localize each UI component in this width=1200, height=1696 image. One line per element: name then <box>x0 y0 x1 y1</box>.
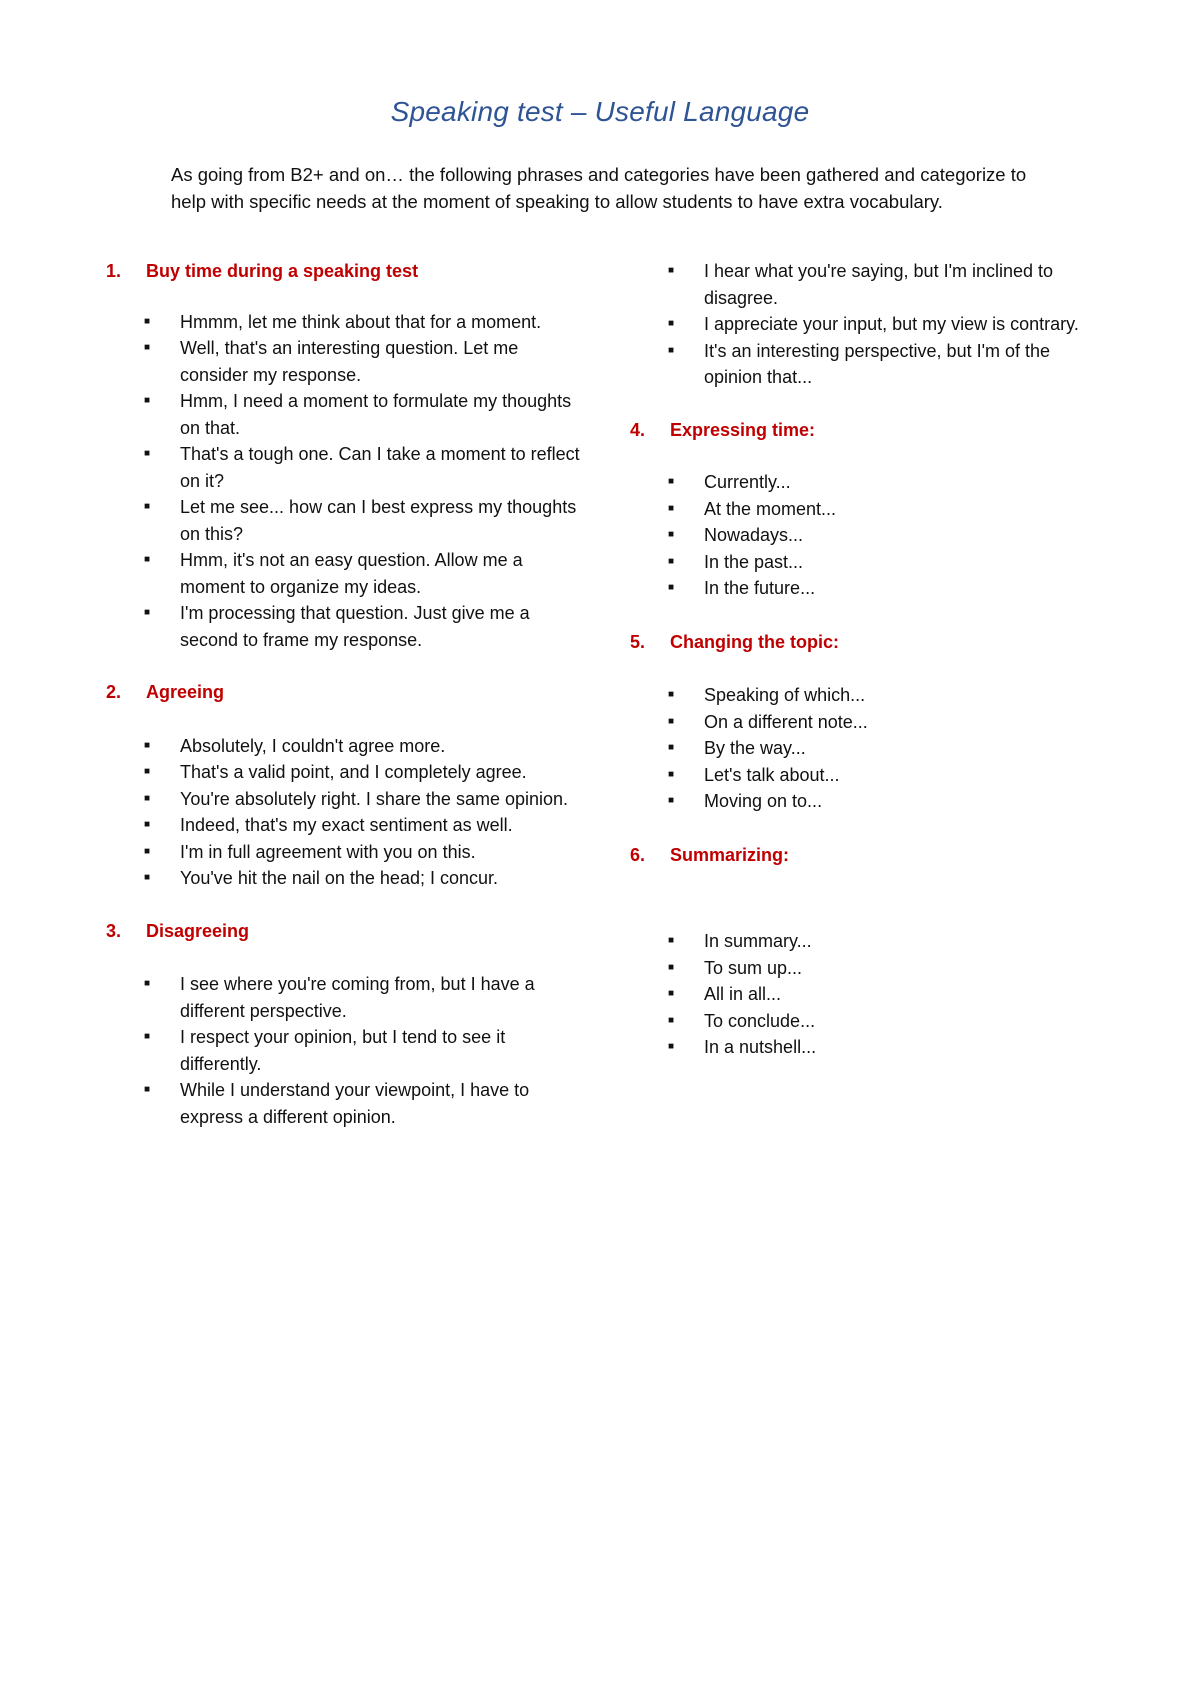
section-number: 2. <box>106 682 122 702</box>
list-item: ■ At the moment... <box>628 496 1104 523</box>
list-item: ■ Let's talk about... <box>628 762 1104 789</box>
list-item: ■ It's an interesting perspective, but I'm of the opinion that... <box>628 338 1104 391</box>
square-bullet-icon: ■ <box>668 795 675 806</box>
section-title: Expressing time: <box>670 419 816 440</box>
square-bullet-icon: ■ <box>668 715 675 727</box>
square-bullet-icon: ■ <box>668 344 675 356</box>
section-heading <box>104 258 604 285</box>
square-bullet-icon: ■ <box>668 1014 675 1026</box>
square-bullet-icon: ■ <box>668 555 675 567</box>
section-number: 3. <box>106 920 122 941</box>
square-bullet-icon: ■ <box>668 582 675 593</box>
square-bullet-icon: ■ <box>144 845 151 857</box>
document-title: Speaking test – Useful Language <box>390 96 810 127</box>
list-item: ■ In a nutshell... <box>628 1034 1104 1061</box>
section-heading <box>628 842 1098 869</box>
list-item: ■ While I understand your viewpoint, I have to express a different opinion. <box>104 1077 590 1130</box>
list-item: ■ In summary... <box>628 928 1104 955</box>
list-item: ■ I hear what you're saying, but I'm inclined to disagree. <box>628 258 1104 311</box>
left-column <box>104 258 604 1130</box>
right-column <box>628 258 1098 1061</box>
list-item: ■ I appreciate your input, but my view is contrary. <box>628 311 1104 338</box>
list-item: ■ Let me see... how can I best express my thoughts on this? <box>104 494 590 547</box>
list-item: ■ Well, that's an interesting question. Let me consider my response. <box>104 335 590 388</box>
list-item: ■ To conclude... <box>628 1008 1104 1035</box>
square-bullet-icon: ■ <box>144 819 151 830</box>
list-item: ■ Speaking of which... <box>628 682 1104 709</box>
square-bullet-icon: ■ <box>668 988 675 999</box>
square-bullet-icon: ■ <box>668 742 675 753</box>
square-bullet-icon: ■ <box>668 961 675 973</box>
square-bullet-icon: ■ <box>144 1084 151 1095</box>
section-number: 4. <box>630 419 646 440</box>
square-bullet-icon: ■ <box>668 476 675 487</box>
list-item: ■ In the past... <box>628 549 1104 576</box>
section-heading <box>104 918 604 945</box>
list-item: ■ Hmmm, let me think about that for a moment. <box>104 309 590 336</box>
square-bullet-icon: ■ <box>668 318 675 329</box>
list-item: ■ All in all... <box>628 981 1104 1008</box>
list-item: ■ On a different note... <box>628 709 1104 736</box>
phrase-list <box>104 733 604 892</box>
list-item: ■ Hmm, I need a moment to formulate my thoughts on that. <box>104 388 590 441</box>
square-bullet-icon: ■ <box>668 265 675 276</box>
section-title: Summarizing: <box>670 844 790 865</box>
section-title: Disagreeing <box>146 920 250 941</box>
list-item: ■ Moving on to... <box>628 788 1104 815</box>
list-item: ■ You've hit the nail on the head; I concur. <box>104 865 590 892</box>
phrase-list <box>104 309 604 654</box>
list-item: ■ That's a tough one. Can I take a moment to reflect on it? <box>104 441 590 494</box>
list-item: ■ In the future... <box>628 575 1104 602</box>
phrase-list-continued <box>628 258 1098 391</box>
section-buy-time <box>104 258 604 653</box>
intro-paragraph: As going from B2+ and on… the following phrases and categories have been gathered and categorize to help with specific needs at the moment of speaking to allow students to have extra vocabulary. <box>171 164 1027 212</box>
list-item: ■ I'm in full agreement with you on this. <box>104 839 590 866</box>
square-bullet-icon: ■ <box>668 935 675 946</box>
square-bullet-icon: ■ <box>144 501 151 512</box>
section-heading <box>104 679 604 706</box>
section-heading <box>628 417 1098 444</box>
phrase-list <box>628 469 1098 602</box>
square-bullet-icon: ■ <box>668 689 675 700</box>
section-expressing-time <box>628 417 1098 602</box>
section-number: 6. <box>630 844 646 865</box>
phrase-list <box>104 971 604 1130</box>
square-bullet-icon: ■ <box>144 315 151 327</box>
list-item: ■ I respect your opinion, but I tend to see it differently. <box>104 1024 590 1077</box>
list-item: ■ To sum up... <box>628 955 1104 982</box>
section-title: Changing the topic: <box>670 631 839 652</box>
list-item: ■ I'm processing that question. Just give me a second to frame my response. <box>104 600 590 653</box>
square-bullet-icon: ■ <box>144 448 151 459</box>
list-item: ■ Nowadays... <box>628 522 1104 549</box>
phrase-list <box>628 928 1098 1061</box>
list-item: ■ You're absolutely right. I share the same opinion. <box>104 786 590 813</box>
square-bullet-icon: ■ <box>144 342 151 353</box>
square-bullet-icon: ■ <box>144 766 151 777</box>
list-item: ■ I see where you're coming from, but I have a different perspective. <box>104 971 590 1024</box>
square-bullet-icon: ■ <box>144 607 151 618</box>
square-bullet-icon: ■ <box>668 502 675 514</box>
square-bullet-icon: ■ <box>144 554 151 565</box>
square-bullet-icon: ■ <box>668 1041 675 1052</box>
section-number: 1. <box>106 261 122 281</box>
square-bullet-icon: ■ <box>144 978 151 989</box>
section-heading <box>628 629 1098 656</box>
square-bullet-icon: ■ <box>144 872 151 883</box>
section-disagreeing <box>104 918 604 1131</box>
square-bullet-icon: ■ <box>144 792 151 804</box>
list-item: ■ Absolutely, I couldn't agree more. <box>104 733 590 760</box>
list-item: ■ Indeed, that's my exact sentiment as well. <box>104 812 590 839</box>
section-title: Agreeing <box>146 682 225 702</box>
section-agreeing <box>104 679 604 892</box>
section-changing-topic <box>628 629 1098 815</box>
square-bullet-icon: ■ <box>144 1031 151 1042</box>
square-bullet-icon: ■ <box>668 529 675 540</box>
square-bullet-icon: ■ <box>144 739 151 751</box>
list-item: ■ Currently... <box>628 469 1104 496</box>
section-number: 5. <box>630 631 646 652</box>
section-summarizing <box>628 842 1098 1061</box>
section-title: Buy time during a speaking test <box>146 261 419 281</box>
square-bullet-icon: ■ <box>668 768 675 780</box>
square-bullet-icon: ■ <box>144 395 151 406</box>
phrase-list <box>628 682 1098 815</box>
list-item: ■ Hmm, it's not an easy question. Allow me a moment to organize my ideas. <box>104 547 590 600</box>
list-item: ■ By the way... <box>628 735 1104 762</box>
list-item: ■ That's a valid point, and I completely agree. <box>104 759 590 786</box>
